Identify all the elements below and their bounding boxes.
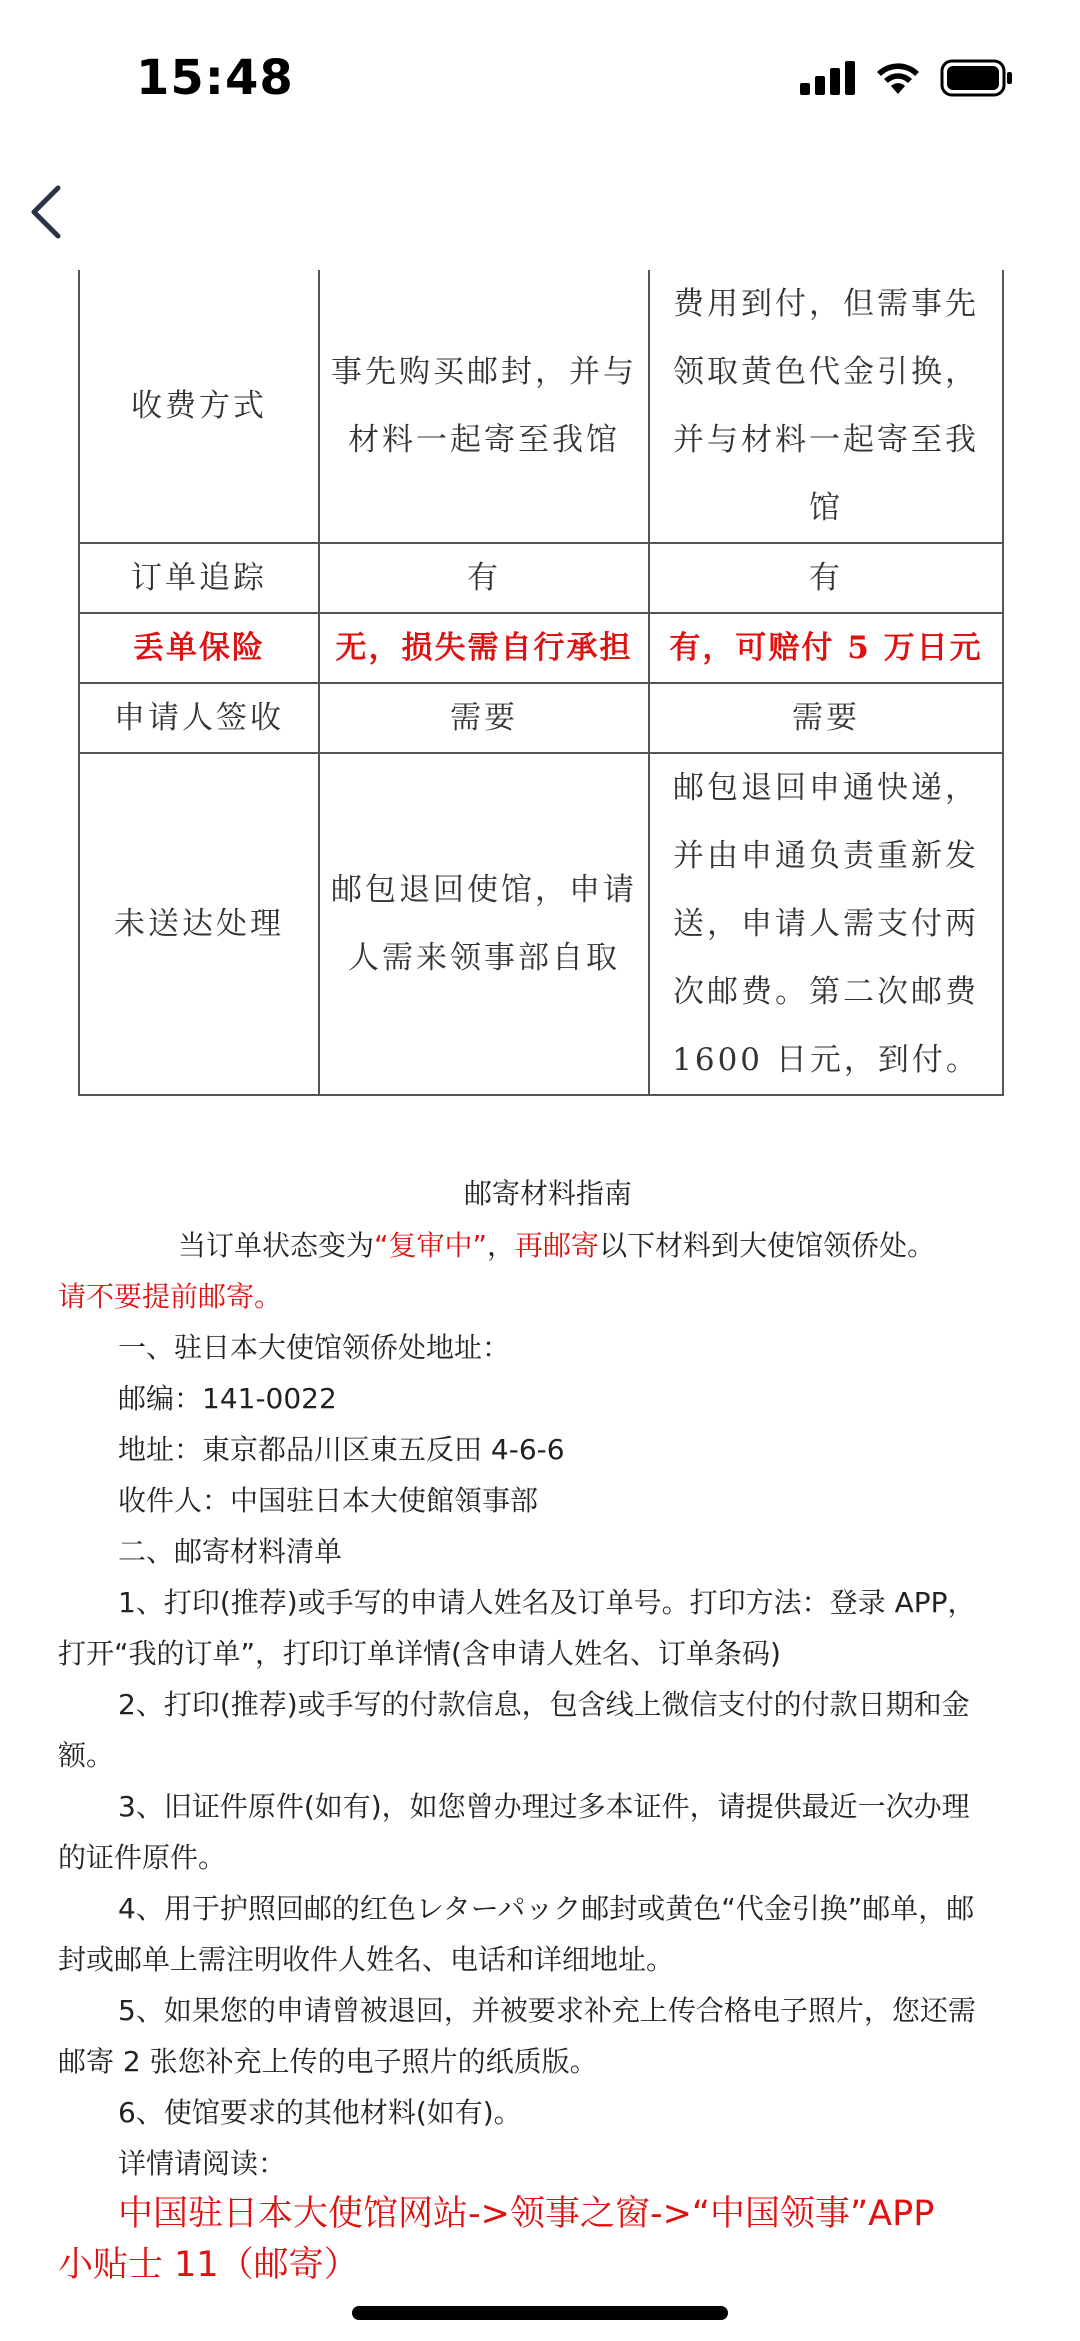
section-address-heading: 一、驻日本大使馆领侨处地址：: [118, 1331, 511, 1364]
chevron-left-icon: [22, 180, 78, 244]
cellular-signal-icon: [800, 61, 856, 95]
table-cell: 费用到付，但需事先领取黄色代金引换，并与材料一起寄至我馆: [649, 270, 1003, 543]
intro-red-text: 再邮寄: [515, 1229, 600, 1262]
table-row: [79, 543, 1003, 613]
recipient: 收件人：中国驻日本大使館領事部: [118, 1484, 539, 1517]
row-label: 收费方式: [79, 270, 319, 543]
list-item: 6、使馆要求的其他材料(如有)。: [118, 2096, 522, 2129]
postal-code: 邮编：141-0022: [118, 1382, 337, 1415]
table-cell: 事先购买邮封，并与材料一起寄至我馆: [319, 270, 649, 543]
home-indicator[interactable]: [352, 2306, 728, 2320]
table-row: [79, 270, 1003, 543]
status-time: 15:48: [136, 50, 294, 106]
table-cell: 需要: [319, 683, 649, 753]
status-bar: [0, 0, 1080, 150]
guide-intro: [118, 1220, 978, 1271]
wifi-icon: [874, 60, 922, 96]
guide-title: 邮寄材料指南: [463, 1177, 632, 1210]
mailing-guide: [58, 1168, 978, 2291]
embassy-address: 地址：東京都品川区東五反田 4-6-6: [118, 1433, 565, 1466]
comparison-table: [78, 270, 1004, 1096]
intro-suffix: 以下材料到大使馆领侨处。: [599, 1229, 936, 1262]
table-cell: 有，可赔付 5 万日元: [649, 613, 1003, 683]
table-row: [79, 613, 1003, 683]
status-icons: [800, 58, 1014, 98]
details-label: 详情请阅读：: [118, 2147, 287, 2180]
list-item: 5、如果您的申请曾被退回，并被要求补充上传合格电子照片，您还需邮寄 2 张您补充上传的电子照片的纸质版。: [58, 1994, 976, 2078]
battery-icon: [940, 59, 1014, 97]
table-cell: 有: [319, 543, 649, 613]
list-item: 3、旧证件原件(如有)，如您曾办理过多本证件，请提供最近一次办理的证件原件。: [58, 1790, 970, 1874]
guide-warning: 请不要提前邮寄。: [58, 1280, 283, 1313]
row-label: 丢单保险: [79, 613, 319, 683]
section-list-heading: 二、邮寄材料清单: [118, 1535, 343, 1568]
row-label: 申请人签收: [79, 683, 319, 753]
list-item: 1、打印(推荐)或手写的申请人姓名及订单号。打印方法：登录 APP，打开“我的订单”，打印订单详情(含申请人姓名、订单条码): [58, 1586, 976, 1670]
back-button[interactable]: [22, 180, 78, 244]
intro-status: “复审中”: [374, 1229, 488, 1262]
table-cell: 有: [649, 543, 1003, 613]
table-cell: 需要: [649, 683, 1003, 753]
details-link[interactable]: 中国驻日本大使馆网站->领事之窗->“中国领事”APP 小贴士 11（邮寄）: [58, 2194, 935, 2285]
table-row: [79, 753, 1003, 1095]
table-cell: 邮包退回申通快递，并由申通负责重新发送，申请人需支付两次邮费。第二次邮费 1600 日元，到付。: [649, 753, 1003, 1095]
table-cell: 无，损失需自行承担: [319, 613, 649, 683]
table-cell: 邮包退回使馆，申请人需来领事部自取: [319, 753, 649, 1095]
row-label: 未送达处理: [79, 753, 319, 1095]
list-item: 4、用于护照回邮的红色レターパック邮封或黄色“代金引换”邮单，邮封或邮单上需注明收件人姓名、电话和详细地址。: [58, 1892, 975, 1976]
row-label: 订单追踪: [79, 543, 319, 613]
intro-comma: ，: [487, 1229, 516, 1262]
list-item: 2、打印(推荐)或手写的付款信息，包含线上微信支付的付款日期和金额。: [58, 1688, 970, 1772]
table-row: [79, 683, 1003, 753]
intro-text: 当订单状态变为: [178, 1229, 375, 1262]
